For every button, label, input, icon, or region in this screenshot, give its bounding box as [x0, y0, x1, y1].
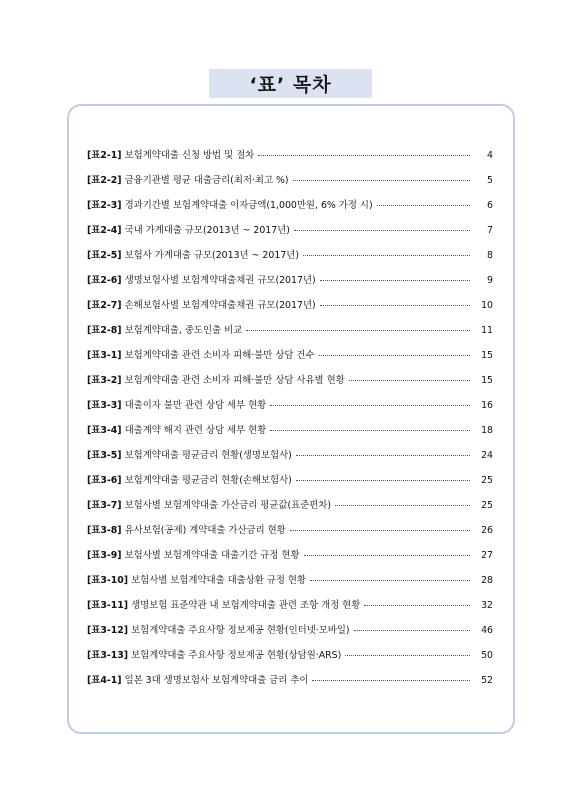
- toc-entry-label: [표3-5]: [87, 450, 122, 461]
- toc-entry-caption: 대출계약 해지 관련 상담 세부 현황: [124, 425, 267, 436]
- toc-entry-label: [표3-13]: [87, 650, 129, 661]
- toc-entry[interactable]: [87, 572, 493, 597]
- toc-entry-label: [표3-9]: [87, 550, 122, 561]
- toc-entry-page-number: 8: [487, 250, 493, 261]
- toc-entry-page-number: 26: [481, 525, 493, 536]
- toc-entry-caption: 보험계약대출 평균금리 현황(손해보험사): [124, 475, 292, 486]
- toc-entry-label: [표2-4]: [87, 225, 122, 236]
- toc-entry-caption: 보험계약대출 주요사항 정보제공 현황(상담원·ARS): [131, 650, 342, 661]
- toc-entry[interactable]: [87, 147, 493, 172]
- toc-entry[interactable]: [87, 447, 493, 472]
- toc-entry-caption: 생명보험 표준약관 내 보험계약대출 관련 조항 개정 현황: [131, 600, 361, 611]
- toc-entry-caption: 보험계약대출 관련 소비자 피해·불만 상담 사유별 현황: [124, 375, 345, 386]
- dot-leader: [290, 530, 470, 531]
- toc-entry-caption: 보험계약대출 주요사항 정보제공 현황(인터넷·모바일): [131, 625, 350, 636]
- dot-leader: [320, 305, 470, 306]
- toc-entry-caption: 유사보험(공제) 계약대출 가산금리 현황: [124, 525, 286, 536]
- dot-leader: [296, 455, 470, 456]
- toc-entry-caption: 금융기관별 평균 대출금리(최저·최고 %): [124, 175, 289, 186]
- toc-entry-caption: 보험계약대출 신청 방법 및 절차: [124, 150, 255, 161]
- toc-entry-label: [표2-2]: [87, 175, 122, 186]
- toc-entry-label: [표3-12]: [87, 625, 129, 636]
- toc-entry-page-number: 18: [481, 425, 493, 436]
- toc-entry-caption: 보험사별 보험계약대출 대출상환 규정 현황: [131, 575, 307, 586]
- toc-entry-label: [표3-10]: [87, 575, 129, 586]
- toc-entry[interactable]: [87, 647, 493, 672]
- toc-entry[interactable]: [87, 597, 493, 622]
- toc-entry-caption: 생명보험사별 보험계약대출채권 규모(2017년): [124, 275, 316, 286]
- toc-entry-caption: 경과기간별 보험계약대출 이자금액(1,000만원, 6% 가정 시): [124, 200, 373, 211]
- toc-entry-caption: 보험계약대출, 중도인출 비교: [124, 325, 243, 336]
- toc-entry-caption: 일본 3대 생명보험사 보험계약대출 금리 추이: [124, 675, 309, 686]
- toc-entry[interactable]: [87, 522, 493, 547]
- toc-entry-page-number: 11: [481, 325, 493, 336]
- toc-entry[interactable]: [87, 222, 493, 247]
- toc-entry[interactable]: [87, 347, 493, 372]
- dot-leader: [296, 480, 470, 481]
- toc-entry-page-number: 25: [481, 500, 493, 511]
- toc-entry-page-number: 27: [481, 550, 493, 561]
- toc-entry-label: [표3-2]: [87, 375, 122, 386]
- toc-entry-label: [표3-3]: [87, 400, 122, 411]
- toc-entry-page-number: 4: [487, 150, 493, 161]
- toc-entry-caption: 보험사 가계대출 규모(2013년 ~ 2017년): [124, 250, 300, 261]
- toc-entry-page-number: 5: [487, 175, 493, 186]
- dot-leader: [270, 430, 470, 431]
- toc-entry-page-number: 15: [481, 350, 493, 361]
- toc-entry-caption: 국내 가계대출 규모(2013년 ~ 2017년): [124, 225, 290, 236]
- toc-entry-label: [표2-3]: [87, 200, 122, 211]
- dot-leader: [246, 330, 470, 331]
- toc-entry-label: [표2-5]: [87, 250, 122, 261]
- dot-leader: [303, 255, 470, 256]
- toc-entry[interactable]: [87, 622, 493, 647]
- toc-entry-label: [표3-8]: [87, 525, 122, 536]
- dot-leader: [312, 680, 470, 681]
- dot-leader: [354, 630, 470, 631]
- toc-entry-label: [표3-1]: [87, 350, 122, 361]
- toc-entry-label: [표3-6]: [87, 475, 122, 486]
- toc-entry-caption: 보험계약대출 평균금리 현황(생명보험사): [124, 450, 292, 461]
- toc-entry-label: [표2-7]: [87, 300, 122, 311]
- toc-entry-caption: 보험사별 보험계약대출 대출기간 규정 현황: [124, 550, 300, 561]
- toc-entry-page-number: 15: [481, 375, 493, 386]
- toc-entry-page-number: 9: [487, 275, 493, 286]
- toc-entry-page-number: 25: [481, 475, 493, 486]
- toc-entry-label: [표4-1]: [87, 675, 122, 686]
- toc-entry-caption: 보험계약대출 관련 소비자 피해·불만 상담 건수: [124, 350, 315, 361]
- dot-leader: [293, 180, 470, 181]
- toc-entry-page-number: 32: [481, 600, 493, 611]
- toc-entry-page-number: 7: [487, 225, 493, 236]
- table-of-contents: [87, 147, 493, 697]
- dot-leader: [258, 155, 470, 156]
- toc-entry-page-number: 24: [481, 450, 493, 461]
- dot-leader: [349, 380, 470, 381]
- dot-leader: [364, 605, 470, 606]
- toc-entry[interactable]: [87, 322, 493, 347]
- dot-leader: [294, 230, 470, 231]
- toc-entry[interactable]: [87, 172, 493, 197]
- dot-leader: [310, 580, 470, 581]
- page-title: ‘표’ 목차: [209, 69, 372, 98]
- toc-entry[interactable]: [87, 472, 493, 497]
- toc-entry[interactable]: [87, 372, 493, 397]
- dot-leader: [377, 205, 470, 206]
- toc-entry-label: [표3-11]: [87, 600, 129, 611]
- toc-entry-label: [표3-7]: [87, 500, 122, 511]
- toc-entry-label: [표2-8]: [87, 325, 122, 336]
- toc-entry[interactable]: [87, 547, 493, 572]
- toc-entry-label: [표3-4]: [87, 425, 122, 436]
- toc-entry-page-number: 6: [487, 200, 493, 211]
- toc-entry-caption: 보험사별 보험계약대출 가산금리 평균값(표준편차): [124, 500, 332, 511]
- dot-leader: [304, 555, 470, 556]
- dot-leader: [345, 655, 470, 656]
- dot-leader: [335, 505, 470, 506]
- toc-entry-page-number: 16: [481, 400, 493, 411]
- toc-entry[interactable]: [87, 247, 493, 272]
- toc-entry[interactable]: [87, 672, 493, 697]
- toc-entry-caption: 손해보험사별 보험계약대출채권 규모(2017년): [124, 300, 316, 311]
- toc-entry[interactable]: [87, 422, 493, 447]
- dot-leader: [270, 405, 470, 406]
- toc-entry[interactable]: [87, 397, 493, 422]
- toc-entry[interactable]: [87, 272, 493, 297]
- toc-entry-page-number: 10: [481, 300, 493, 311]
- dot-leader: [320, 280, 470, 281]
- dot-leader: [319, 355, 470, 356]
- toc-entry-page-number: 52: [481, 675, 493, 686]
- toc-entry-page-number: 28: [481, 575, 493, 586]
- toc-entry-label: [표2-6]: [87, 275, 122, 286]
- toc-entry[interactable]: [87, 197, 493, 222]
- toc-entry-page-number: 50: [481, 650, 493, 661]
- toc-entry[interactable]: [87, 297, 493, 322]
- toc-entry-label: [표2-1]: [87, 150, 122, 161]
- toc-entry-caption: 대출이자 불만 관련 상담 세부 현황: [124, 400, 267, 411]
- toc-entry-page-number: 46: [481, 625, 493, 636]
- toc-entry[interactable]: [87, 497, 493, 522]
